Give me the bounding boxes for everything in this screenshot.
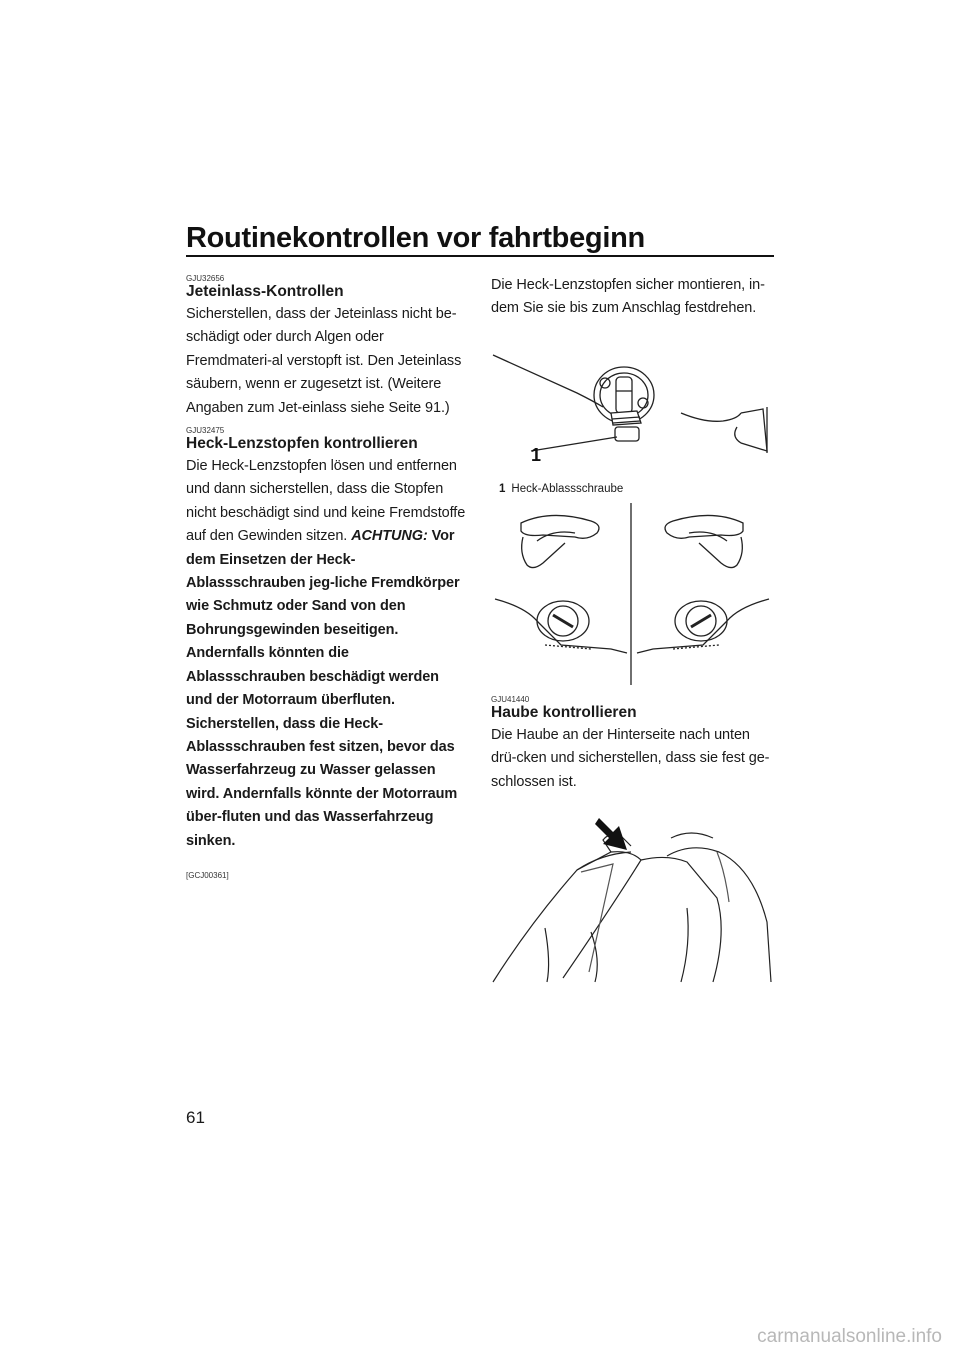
- caption-text: Heck-Ablassschraube: [511, 482, 624, 495]
- section-body: Die Haube an der Hinterseite nach unten drü-cken und sicherstellen, dass sie fest ge-schlossen ist.: [491, 726, 770, 790]
- section-jet-intake: [186, 274, 468, 420]
- install-instruction: Die Heck-Lenzstopfen sicher montieren, in-dem Sie sie bis zum Anschlag festdrehen.: [491, 277, 765, 317]
- hood-figure: [491, 812, 773, 984]
- section-body: [186, 455, 468, 853]
- page-number: 61: [186, 1108, 205, 1127]
- left-column: [186, 274, 468, 888]
- drain-screw-figure: [491, 351, 773, 479]
- section-heading: Jeteinlass-Kontrollen: [186, 283, 344, 300]
- section-heading: Heck-Lenzstopfen kontrollieren: [186, 435, 418, 453]
- figure-callout-1: 1: [531, 444, 542, 465]
- section-code: GJU32656: [186, 274, 225, 283]
- warning-text: Vor dem Einsetzen der Heck-Ablassschrauben jeg-liche Fremdkörper wie Schmutz oder Sand von den Bohrungsgewinden beseitigen. Andernfalls könnten die Ablassschrauben beschädigt werden und der Motorraum überfluten. Sicherstellen, dass die Heck-Ablassschrauben fest sitzen, bevor das Wasserfahrzeug zu Wasser gelassen wird. Andernfalls könnte der Motorraum über-fluten und das Wasserfahrzeug sinken.: [186, 528, 460, 849]
- section-hood: [491, 695, 773, 794]
- press-arrow-icon: [595, 818, 627, 850]
- caption-number: 1: [499, 482, 506, 495]
- reference-code: [GCJ00361]: [186, 870, 229, 880]
- watermark: carmanualsonline.info: [757, 1326, 942, 1347]
- drain-plugs-figure: [491, 503, 773, 689]
- title-rule: [186, 255, 774, 257]
- section-body: Sicherstellen, dass der Jeteinlass nicht be-schädigt oder durch Algen oder Fremdmateri-al verstopft ist. Den Jeteinlass säubern, wenn er zugesetzt ist. (Weitere Angaben zum Jet-einlass siehe Seite 91.): [186, 306, 462, 416]
- page-title: Routinekontrollen vor fahrtbeginn: [186, 222, 645, 254]
- section-code: GJU32475: [186, 426, 225, 436]
- section-drain-plugs: [186, 426, 468, 880]
- section-code: GJU41440: [491, 694, 530, 704]
- body-text: Die Heck-Lenzstopfen lösen und entfernen und dann sicherstellen, dass die Stopfen nicht beschädigt sind und keine Fremdstoffe auf den Gewinden sitzen.: [186, 458, 466, 545]
- figure-caption: [499, 483, 773, 495]
- right-column: [491, 274, 773, 984]
- warning-label: ACHTUNG:: [351, 528, 428, 545]
- section-heading: Haube kontrollieren: [491, 703, 637, 721]
